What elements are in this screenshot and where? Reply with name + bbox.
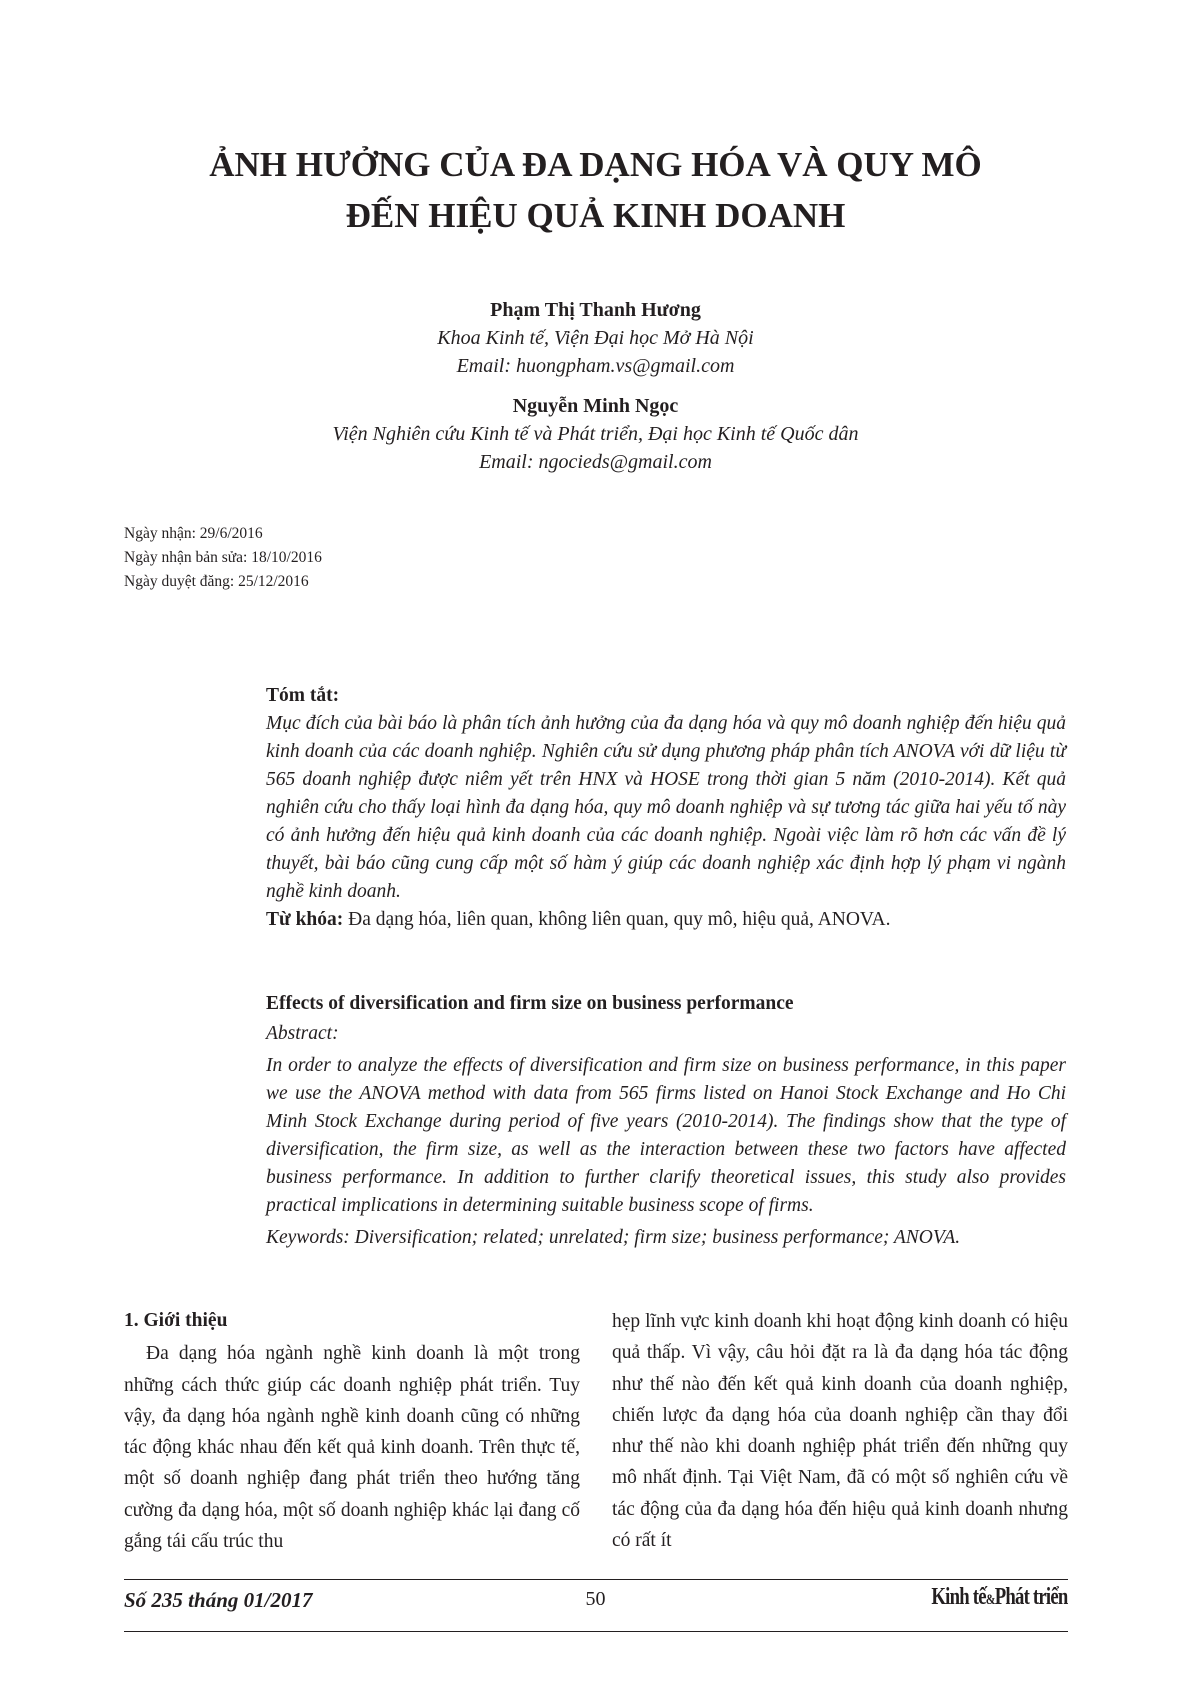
section-heading: 1. Giới thiệu: [124, 1310, 228, 1331]
date-received: Ngày nhận: 29/6/2016: [124, 525, 263, 542]
body-column-right: [612, 1306, 1068, 1556]
author-1-email: Email: huongpham.vs@gmail.com: [456, 355, 735, 377]
author-block: [0, 296, 1191, 476]
paragraph-left: Đa dạng hóa ngành nghề kinh doanh là một trong những cách thức giúp các doanh nghiệp phát triển. Tuy vậy, đa dạng hóa ngành nghề kinh doanh cũng có những tác động khác nhau đến kết quả kinh doanh. Trên thực tế, một số doanh nghiệp đang phát triển theo hướng tăng cường đa dạng hóa, một số doanh nghiệp khác lại đang cố gắng tái cấu trúc thu: [124, 1343, 580, 1553]
title-line-1: ẢNH HƯỞNG CỦA ĐA DẠNG HÓA VÀ QUY MÔ: [209, 145, 982, 184]
keywords-vi-label: Từ khóa:: [266, 909, 344, 930]
keywords-en: Keywords: Diversification; related; unrelated; firm size; business performance; ANOVA.: [266, 1227, 961, 1248]
abstract-vi-heading: Tóm tắt:: [266, 685, 340, 706]
date-revised: Ngày nhận bản sửa: 18/10/2016: [124, 549, 322, 566]
journal-logo: Kinh tế&Phát triển: [930, 1584, 1067, 1610]
abstract-english: [266, 990, 1066, 1252]
paragraph-right: hẹp lĩnh vực kinh doanh khi hoạt động kinh doanh có hiệu quả thấp. Vì vậy, câu hỏi đặt ra là đa dạng hóa tác động như thế nào đến kết quả kinh doanh của doanh nghiệp, chiến lược đa dạng hóa của doanh nghiệp cần thay đổi như thế nào khi doanh nghiệp phát triển đến những quy mô nhất định. Tại Việt Nam, đã có một số nghiên cứu về tác động của đa dạng hóa đến hiệu quả kinh doanh nhưng có rất ít: [612, 1311, 1068, 1552]
keywords-vi: [266, 906, 1066, 934]
page-number: 50: [585, 1588, 606, 1610]
date-accepted: Ngày duyệt đăng: 25/12/2016: [124, 573, 309, 590]
body-column-left: [124, 1305, 580, 1557]
abstract-vi-text: Mục đích của bài báo là phân tích ảnh hưởng của đa dạng hóa và quy mô doanh nghiệp đến hiệu quả kinh doanh của các doanh nghiệp. Nghiên cứu sử dụng phương pháp phân tích ANOVA với dữ liệu từ 565 doanh nghiệp được niêm yết trên HNX và HOSE trong thời gian 5 năm (2010-2014). Kết quả nghiên cứu cho thấy loại hình đa dạng hóa, quy mô doanh nghiệp và sự tương tác giữa hai yếu tố này có ảnh hưởng đến hiệu quả kinh doanh của các doanh nghiệp. Ngoài việc làm rõ hơn các vấn đề lý thuyết, bài báo cũng cung cấp một số hàm ý giúp các doanh nghiệp xác định hợp lý phạm vi ngành nghề kinh doanh.: [266, 713, 1066, 902]
author-2-name: Nguyễn Minh Ngọc: [512, 395, 679, 417]
author-2-email: Email: ngocieds@gmail.com: [479, 451, 712, 473]
author-2-affiliation: Viện Nghiên cứu Kinh tế và Phát triển, Đại học Kinh tế Quốc dân: [332, 423, 859, 445]
footer-rule-bottom: [124, 1631, 1068, 1632]
title-line-2: ĐẾN HIỆU QUẢ KINH DOANH: [345, 196, 846, 235]
english-title: Effects of diversification and firm size on business performance: [266, 993, 794, 1014]
author-1-name: Phạm Thị Thanh Hương: [490, 299, 701, 321]
abstract-vietnamese: [266, 682, 1066, 934]
submission-dates: [124, 522, 322, 594]
abstract-en-text: In order to analyze the effects of diversification and firm size on business performance, in this paper we use the ANOVA method with data from 565 firms listed on Hanoi Stock Exchange and Ho Chi Minh Stock Exchange during period of five years (2010-2014). The findings show that the type of diversification, the firm size, as well as the interaction between these two factors have affected business performance. In addition to further clarify theoretical issues, this study also provides practical implications in determining suitable business scope of firms.: [266, 1055, 1066, 1216]
page-footer: [0, 1584, 1191, 1622]
footer-rule-top: [124, 1579, 1068, 1580]
keywords-vi-text: Đa dạng hóa, liên quan, không liên quan, quy mô, hiệu quả, ANOVA.: [343, 909, 891, 930]
abstract-en-label: Abstract:: [266, 1023, 339, 1044]
issue-info: Số 235 tháng 01/2017: [124, 1588, 313, 1612]
article-title: [0, 139, 1191, 241]
author-1-affiliation: Khoa Kinh tế, Viện Đại học Mở Hà Nội: [437, 327, 754, 349]
